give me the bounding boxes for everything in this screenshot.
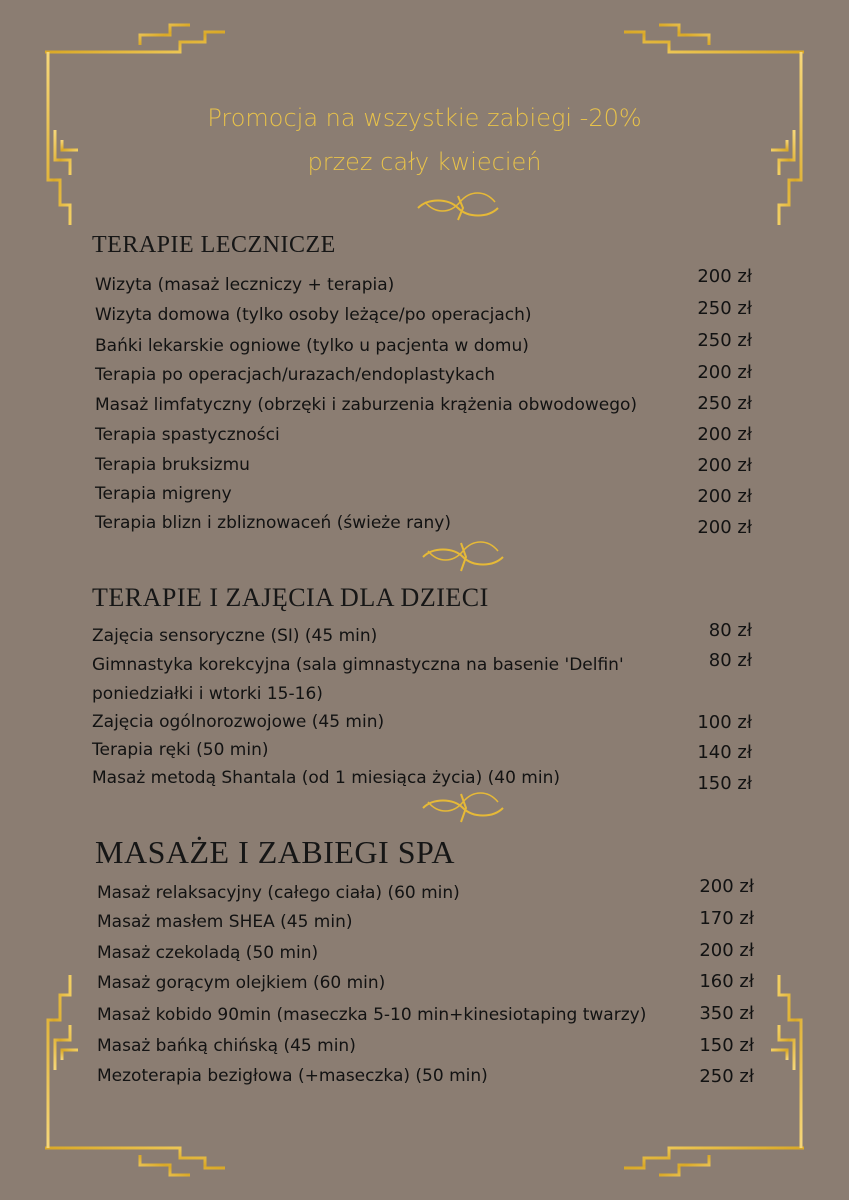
item-price: 160 zł xyxy=(699,971,754,992)
list-item: Masaż masłem SHEA (45 min) xyxy=(97,912,353,932)
item-price: 350 zł xyxy=(699,1003,754,1024)
list-item: Masaż kobido 90min (maseczka 5-10 min+kinesiotaping twarzy) xyxy=(97,1005,647,1025)
item-price: 80 zł xyxy=(708,650,752,671)
item-price: 200 zł xyxy=(697,517,752,538)
list-item: Terapia spastyczności xyxy=(95,425,280,445)
list-item: Masaż gorącym olejkiem (60 min) xyxy=(97,973,386,993)
section-title-masaze-spa: MASAŻE I ZABIEGI SPA xyxy=(95,834,455,870)
list-item: Terapia ręki (50 min) xyxy=(92,740,269,760)
list-item: Masaż relaksacyjny (całego ciała) (60 min) xyxy=(97,883,460,903)
promo-line-1: Promocja na wszystkie zabiegi -20% xyxy=(207,104,642,132)
item-price: 200 zł xyxy=(699,940,754,961)
promo-line-2: przez cały kwiecień xyxy=(307,148,542,176)
list-item: Mezoterapia bezigłowa (+maseczka) (50 min) xyxy=(97,1066,488,1086)
list-item: Bańki lekarskie ogniowe (tylko u pacjenta w domu) xyxy=(95,336,529,356)
list-item: Masaż limfatyczny (obrzęki i zaburzenia krążenia obwodowego) xyxy=(95,395,638,415)
list-item: Wizyta domowa (tylko osoby leżące/po operacjach) xyxy=(95,305,532,325)
list-item: poniedziałki i wtorki 15-16) xyxy=(92,684,323,704)
divider-top xyxy=(80,193,765,220)
item-price: 150 zł xyxy=(699,1035,754,1056)
item-price: 100 zł xyxy=(697,712,752,733)
list-item: Terapia bruksizmu xyxy=(95,455,250,475)
list-item: Terapia po operacjach/urazach/endoplastykach xyxy=(95,365,496,385)
list-item: Masaż bańką chińską (45 min) xyxy=(97,1036,356,1056)
section-title-terapie-dzieci: TERAPIE I ZAJĘCIA DLA DZIECI xyxy=(92,583,489,612)
item-price: 250 zł xyxy=(697,298,752,319)
list-item: Zajęcia ogólnorozwojowe (45 min) xyxy=(92,712,385,732)
item-price: 250 zł xyxy=(699,1066,754,1087)
item-price: 80 zł xyxy=(708,620,752,641)
item-price: 200 zł xyxy=(699,876,754,897)
item-price: 200 zł xyxy=(697,362,752,383)
item-price: 140 zł xyxy=(697,742,752,763)
section-title-terapie-lecznicze: TERAPIE LECZNICZE xyxy=(92,232,336,258)
item-price: 200 zł xyxy=(697,424,752,445)
list-item: Gimnastyka korekcyjna (sala gimnastyczna na basenie 'Delfin' xyxy=(92,655,624,675)
divider-middle-1 xyxy=(88,542,758,571)
list-item: Zajęcia sensoryczne (SI) (45 min) xyxy=(92,626,378,646)
list-item: Masaż metodą Shantala (od 1 miesiąca życia) (40 min) xyxy=(92,768,560,788)
item-price: 200 zł xyxy=(697,486,752,507)
list-item: Wizyta (masaż leczniczy + terapia) xyxy=(95,275,395,295)
item-price: 170 zł xyxy=(699,908,754,929)
list-item: Masaż czekoladą (50 min) xyxy=(97,943,319,963)
item-price: 200 zł xyxy=(697,455,752,476)
list-item: Terapia blizn i zbliznowaceń (świeże rany) xyxy=(95,513,451,533)
item-price: 250 zł xyxy=(697,393,752,414)
item-price: 200 zł xyxy=(697,266,752,287)
list-item: Terapia migreny xyxy=(95,484,232,504)
item-price: 150 zł xyxy=(697,773,752,794)
item-price: 250 zł xyxy=(697,330,752,351)
divider-middle-2 xyxy=(88,793,758,822)
